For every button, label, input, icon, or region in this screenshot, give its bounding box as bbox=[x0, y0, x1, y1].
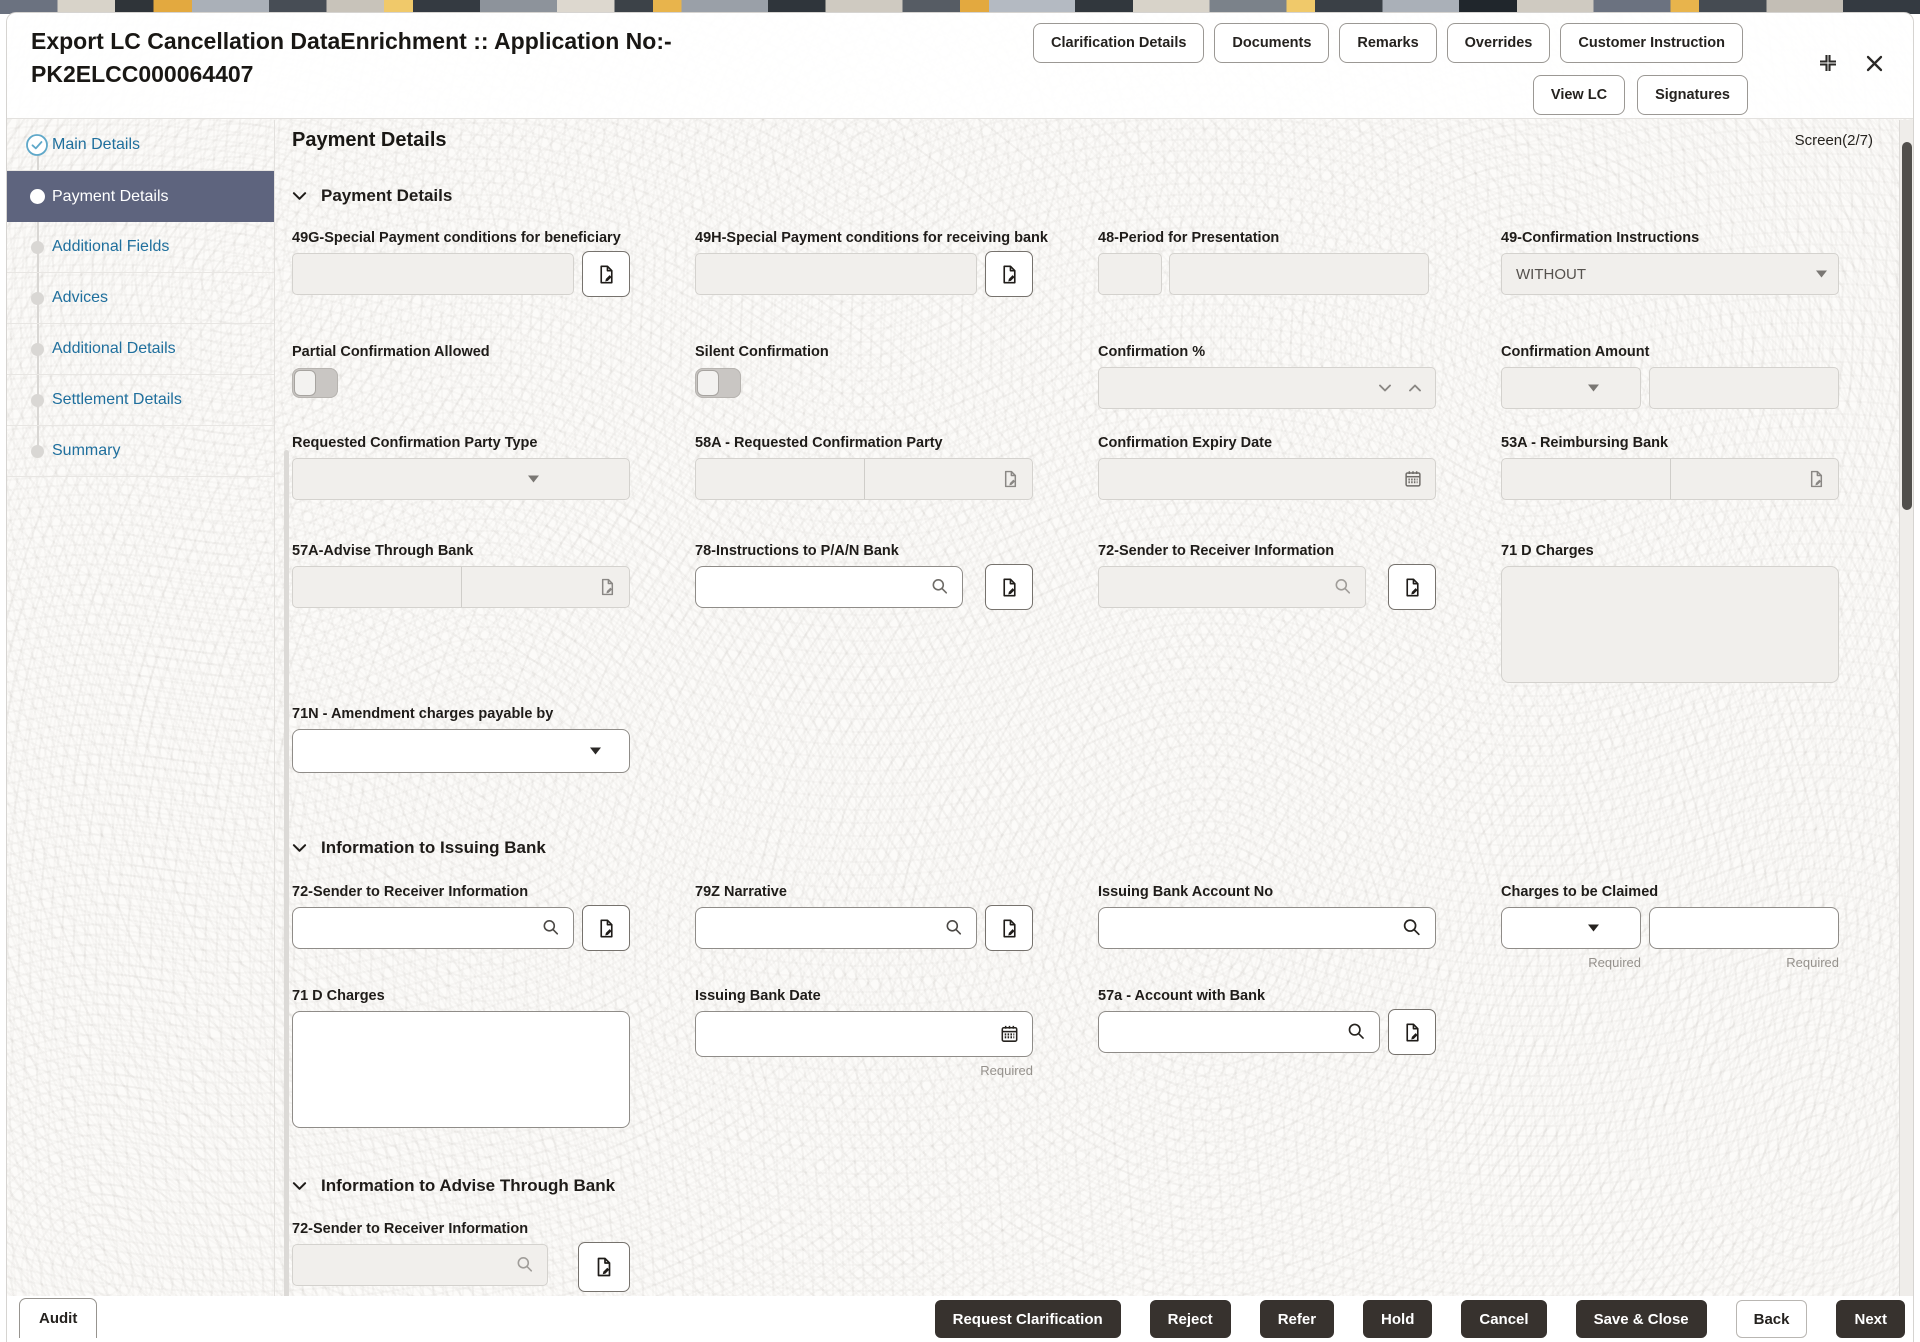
step-bullet-icon bbox=[31, 343, 44, 356]
field-row bbox=[292, 230, 1839, 297]
field-confirmation-expiry bbox=[1098, 435, 1436, 500]
instructions-pan-bank-input[interactable] bbox=[695, 566, 963, 608]
content-left-scrollbar[interactable] bbox=[284, 450, 289, 1296]
field-confirmation-amount bbox=[1501, 344, 1839, 409]
field-72-sender-advise bbox=[292, 1221, 630, 1292]
document-edit-icon bbox=[998, 263, 1021, 286]
field-row bbox=[292, 435, 1839, 500]
dropdown-arrow-icon[interactable] bbox=[1588, 925, 1599, 932]
document-edit-icon bbox=[1401, 1021, 1424, 1044]
field-label: Partial Confirmation Allowed bbox=[292, 344, 490, 360]
special-payment-receiving-bank-input[interactable] bbox=[695, 253, 977, 295]
bank-code-input[interactable] bbox=[1502, 459, 1671, 499]
sidebar-item-additional-fields[interactable] bbox=[7, 222, 274, 273]
confirmation-instructions-select[interactable] bbox=[1501, 253, 1839, 295]
sender-receiver-info-input[interactable] bbox=[292, 907, 574, 949]
confirmation-currency-select[interactable] bbox=[1501, 367, 1641, 409]
bank-name-input[interactable] bbox=[462, 567, 630, 607]
field-79z bbox=[695, 884, 1033, 970]
field-71d-charges bbox=[1501, 543, 1839, 683]
sidebar-item-additional-details[interactable] bbox=[7, 324, 274, 375]
advise-through-bank-input[interactable] bbox=[292, 566, 630, 608]
field-71d-issuing bbox=[292, 988, 630, 1128]
document-edit-icon[interactable] bbox=[597, 577, 618, 598]
dropdown-arrow-icon[interactable] bbox=[590, 748, 601, 755]
field-label: Issuing Bank Account No bbox=[1098, 884, 1274, 900]
reimbursing-bank-input[interactable] bbox=[1501, 458, 1839, 500]
narrative-input[interactable] bbox=[695, 907, 977, 949]
check-circle-icon bbox=[26, 134, 48, 156]
audit-button[interactable]: Audit bbox=[19, 1298, 97, 1338]
close-icon[interactable] bbox=[1864, 53, 1885, 74]
doc-edit-button[interactable] bbox=[578, 1242, 630, 1292]
documents-button[interactable]: Documents bbox=[1214, 23, 1329, 63]
cancel-button[interactable]: Cancel bbox=[1461, 1300, 1546, 1338]
party-code-input[interactable] bbox=[696, 459, 865, 499]
sender-receiver-info-input[interactable] bbox=[1098, 566, 1366, 608]
field-label: 71 D Charges bbox=[292, 988, 385, 1004]
step-bullet-icon bbox=[31, 241, 44, 254]
field-silent-confirmation bbox=[695, 344, 1033, 409]
dropdown-arrow-icon[interactable] bbox=[1816, 271, 1827, 278]
document-edit-icon bbox=[595, 263, 618, 286]
requested-confirmation-party-input[interactable] bbox=[695, 458, 1033, 500]
next-button[interactable]: Next bbox=[1836, 1300, 1905, 1338]
chevron-down-icon bbox=[292, 843, 307, 853]
document-edit-icon bbox=[998, 576, 1021, 599]
field-49-confirmation-instructions bbox=[1501, 230, 1839, 297]
section-title: Payment Details bbox=[321, 186, 453, 205]
document-edit-icon bbox=[1401, 576, 1424, 599]
silent-confirmation-toggle[interactable] bbox=[695, 368, 741, 398]
vertical-scrollbar[interactable] bbox=[1899, 120, 1913, 1342]
field-label: Silent Confirmation bbox=[695, 344, 829, 360]
amendment-charges-payable-select[interactable] bbox=[292, 729, 630, 773]
period-presentation-input[interactable] bbox=[1169, 253, 1429, 295]
calendar-icon[interactable] bbox=[998, 1023, 1021, 1046]
confirmation-pct-stepper[interactable] bbox=[1098, 367, 1436, 409]
reject-button[interactable]: Reject bbox=[1150, 1300, 1231, 1338]
window-controls bbox=[1816, 51, 1885, 75]
sidebar-item-label: Advices bbox=[52, 289, 109, 306]
sidebar-item-label: Summary bbox=[52, 442, 121, 459]
sidebar-item-label: Additional Details bbox=[52, 340, 176, 357]
dropdown-arrow-icon[interactable] bbox=[528, 476, 539, 483]
field-label: Confirmation Expiry Date bbox=[1098, 435, 1273, 451]
field-label: 78-Instructions to P/A/N Bank bbox=[695, 543, 899, 559]
field-confirmation-pct bbox=[1098, 344, 1436, 409]
screen-indicator: Screen(2/7) bbox=[1794, 132, 1873, 149]
header-actions-row1 bbox=[1033, 23, 1743, 63]
field-row bbox=[292, 543, 1839, 683]
field-label: 57A-Advise Through Bank bbox=[292, 543, 474, 559]
field-71n bbox=[292, 706, 630, 773]
toggle-knob bbox=[697, 370, 719, 396]
doc-edit-button[interactable] bbox=[1388, 1009, 1436, 1055]
back-button[interactable]: Back bbox=[1736, 1300, 1808, 1338]
issuing-bank-date-input[interactable] bbox=[695, 1011, 1033, 1057]
field-78 bbox=[695, 543, 1033, 683]
field-72-sender bbox=[1098, 543, 1436, 683]
issuing-bank-account-input[interactable] bbox=[1098, 907, 1436, 949]
doc-edit-button[interactable] bbox=[1388, 564, 1436, 610]
field-label: 57a - Account with Bank bbox=[1098, 988, 1266, 1004]
sender-receiver-info-input[interactable] bbox=[292, 1244, 548, 1286]
requested-confirmation-party-type-select[interactable] bbox=[292, 458, 630, 500]
footer-buttons bbox=[935, 1300, 1905, 1338]
page-title: Export LC Cancellation DataEnrichment :: Application No:- PK2ELCC000064407 bbox=[31, 28, 672, 88]
sidebar-item-payment-details[interactable] bbox=[7, 171, 274, 222]
export-lc-cancellation-modal bbox=[6, 12, 1914, 1342]
view-lc-button[interactable]: View LC bbox=[1533, 75, 1625, 115]
search-icon[interactable] bbox=[944, 918, 965, 939]
field-label: 53A - Reimbursing Bank bbox=[1501, 435, 1669, 451]
field-label: 58A - Requested Confirmation Party bbox=[695, 435, 943, 451]
field-label: Issuing Bank Date bbox=[695, 988, 821, 1004]
doc-edit-button[interactable] bbox=[582, 905, 630, 951]
stepper-down-icon[interactable] bbox=[1379, 384, 1391, 392]
sidebar-item-advices[interactable] bbox=[7, 273, 274, 324]
collapse-icon[interactable] bbox=[1816, 51, 1840, 75]
field-49h bbox=[695, 230, 1048, 297]
section-title: Information to Issuing Bank bbox=[321, 838, 546, 857]
section-title: Information to Advise Through Bank bbox=[321, 1176, 616, 1195]
document-edit-icon bbox=[592, 1255, 616, 1279]
field-label: 48-Period for Presentation bbox=[1098, 230, 1280, 246]
field-49g bbox=[292, 230, 630, 297]
calendar-icon[interactable] bbox=[1402, 468, 1424, 490]
field-label: Confirmation Amount bbox=[1501, 344, 1650, 360]
sidebar-item-settlement-details[interactable] bbox=[7, 375, 274, 426]
bank-name-input[interactable] bbox=[1671, 459, 1839, 499]
document-edit-icon bbox=[595, 917, 618, 940]
search-icon[interactable] bbox=[1333, 577, 1354, 598]
charges-textarea[interactable] bbox=[292, 1011, 630, 1128]
field-label: 49H-Special Payment conditions for receiving bank bbox=[695, 230, 1048, 246]
modal-header bbox=[7, 13, 1913, 119]
field-row bbox=[292, 988, 1839, 1128]
field-57a-account-with-bank bbox=[1098, 988, 1436, 1128]
sidebar-item-label: Payment Details bbox=[52, 187, 169, 205]
section-advise-bank-header[interactable] bbox=[292, 1176, 615, 1196]
remarks-button[interactable]: Remarks bbox=[1339, 23, 1436, 63]
required-hint: Required bbox=[1786, 955, 1839, 970]
field-label: 49-Confirmation Instructions bbox=[1501, 230, 1700, 246]
sidebar-item-summary[interactable] bbox=[7, 426, 274, 477]
dropdown-arrow-icon[interactable] bbox=[1588, 385, 1599, 392]
field-row bbox=[292, 706, 1839, 773]
field-48 bbox=[1098, 230, 1436, 297]
content-title: Payment Details bbox=[292, 129, 447, 151]
refer-button[interactable]: Refer bbox=[1260, 1300, 1334, 1338]
overrides-button[interactable]: Overrides bbox=[1447, 23, 1551, 63]
request-clarification-button[interactable]: Request Clarification bbox=[935, 1300, 1121, 1338]
field-label: 72-Sender to Receiver Information bbox=[292, 1221, 529, 1237]
save-close-button[interactable]: Save & Close bbox=[1576, 1300, 1707, 1338]
selected-value: WITHOUT bbox=[1516, 265, 1586, 283]
field-label: Requested Confirmation Party Type bbox=[292, 435, 538, 451]
account-with-bank-input[interactable] bbox=[1098, 1011, 1380, 1053]
step-bullet-icon bbox=[31, 445, 44, 458]
search-icon[interactable] bbox=[1346, 1021, 1368, 1043]
bank-code-input[interactable] bbox=[293, 567, 462, 607]
required-hint: Required bbox=[1588, 955, 1641, 970]
party-name-input[interactable] bbox=[865, 459, 1033, 499]
field-57a bbox=[292, 543, 630, 683]
toggle-knob bbox=[294, 370, 316, 396]
document-edit-icon[interactable] bbox=[1000, 469, 1021, 490]
field-req-conf-party-type bbox=[292, 435, 630, 500]
charges-amount-input[interactable] bbox=[1649, 907, 1839, 949]
field-label: 72-Sender to Receiver Information bbox=[1098, 543, 1335, 559]
field-label: 71 D Charges bbox=[1501, 543, 1594, 559]
field-label: 79Z Narrative bbox=[695, 884, 787, 900]
field-label: 72-Sender to Receiver Information bbox=[292, 884, 529, 900]
steps-sidebar bbox=[7, 120, 275, 1296]
field-72-sender-issuing bbox=[292, 884, 630, 970]
document-edit-icon[interactable] bbox=[1806, 469, 1827, 490]
field-53a bbox=[1501, 435, 1839, 500]
field-issuing-bank-date bbox=[695, 988, 1033, 1128]
step-bullet-icon bbox=[31, 292, 44, 305]
step-bullet-icon bbox=[30, 189, 45, 204]
field-row bbox=[292, 884, 1839, 970]
hold-button[interactable]: Hold bbox=[1363, 1300, 1432, 1338]
doc-edit-button[interactable] bbox=[985, 564, 1033, 610]
content-area bbox=[276, 120, 1899, 1296]
doc-edit-button[interactable] bbox=[582, 251, 630, 297]
field-label: Confirmation % bbox=[1098, 344, 1206, 360]
section-issuing-bank-header[interactable] bbox=[292, 838, 546, 858]
field-label: Charges to be Claimed bbox=[1501, 884, 1659, 900]
footer-action-bar bbox=[7, 1296, 1913, 1342]
field-charges-to-be-claimed bbox=[1501, 884, 1839, 970]
field-issuing-account-no bbox=[1098, 884, 1436, 970]
field-row bbox=[292, 344, 1839, 409]
stepper-up-icon[interactable] bbox=[1409, 384, 1421, 392]
document-edit-icon bbox=[998, 917, 1021, 940]
sidebar-item-label: Settlement Details bbox=[52, 391, 182, 408]
signatures-button[interactable]: Signatures bbox=[1637, 75, 1748, 115]
field-58a bbox=[695, 435, 1033, 500]
sidebar-item-label: Main Details bbox=[52, 136, 141, 153]
field-label: 71N - Amendment charges payable by bbox=[292, 706, 554, 722]
sidebar-item-label: Additional Fields bbox=[52, 238, 170, 255]
search-icon[interactable] bbox=[1401, 917, 1424, 940]
customer-instruction-button[interactable]: Customer Instruction bbox=[1560, 23, 1743, 63]
partial-confirmation-toggle[interactable] bbox=[292, 368, 338, 398]
confirmation-expiry-date-input[interactable] bbox=[1098, 458, 1436, 500]
search-icon[interactable] bbox=[930, 577, 951, 598]
header-actions-row2 bbox=[1533, 75, 1748, 115]
search-icon[interactable] bbox=[541, 918, 562, 939]
section-payment-details-header[interactable] bbox=[292, 186, 452, 206]
step-bullet-icon bbox=[31, 394, 44, 407]
required-hint: Required bbox=[980, 1063, 1033, 1078]
doc-edit-button[interactable] bbox=[985, 905, 1033, 951]
search-icon[interactable] bbox=[515, 1255, 536, 1276]
confirmation-amount-input[interactable] bbox=[1649, 367, 1839, 409]
sidebar-item-main-details[interactable] bbox=[7, 120, 274, 171]
chevron-down-icon bbox=[292, 1181, 307, 1191]
field-partial-confirmation bbox=[292, 344, 630, 409]
charges-currency-select[interactable] bbox=[1501, 907, 1641, 949]
field-label: 49G-Special Payment conditions for beneficiary bbox=[292, 230, 621, 246]
doc-edit-button[interactable] bbox=[985, 251, 1033, 297]
field-row bbox=[292, 1221, 1839, 1292]
charges-textarea[interactable] bbox=[1501, 566, 1839, 683]
period-days-input[interactable] bbox=[1098, 253, 1162, 295]
special-payment-beneficiary-input[interactable] bbox=[292, 253, 574, 295]
clarification-details-button[interactable]: Clarification Details bbox=[1033, 23, 1204, 63]
scrollbar-thumb[interactable] bbox=[1902, 142, 1912, 510]
chevron-down-icon bbox=[292, 191, 307, 201]
